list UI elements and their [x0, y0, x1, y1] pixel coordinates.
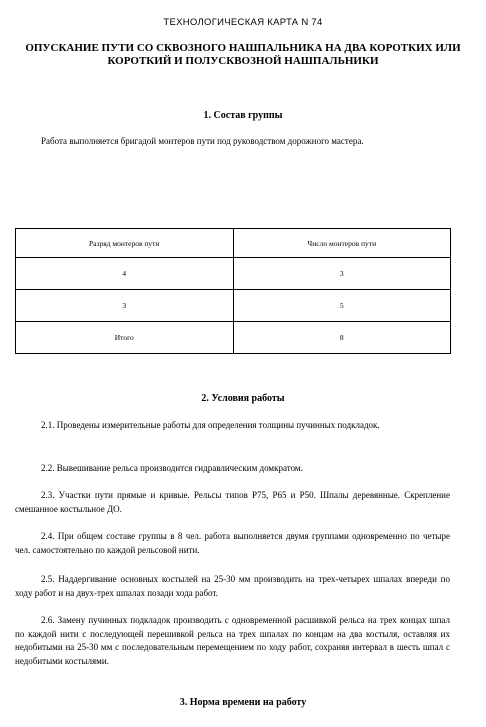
- section-heading-composition: 1. Состав группы: [203, 110, 283, 121]
- condition-paragraph: 2.4. При общем составе группы в 8 чел. работа выполняется двумя группами одновременно по четыре чел. самостоятельно по каждой рельсовой нити.: [15, 531, 450, 555]
- condition-paragraph: 2.3. Участки пути прямые и кривые. Рельсы типов Р75, Р65 и Р50. Шпалы деревянные. Скрепление смешанное костыльное ДО.: [15, 490, 450, 514]
- table-header-row: [16, 229, 451, 258]
- table-header-cell: Разряд монтеров пути: [16, 229, 234, 258]
- condition-paragraph: 2.1. Проведены измерительные работы для определения толщины пучинных подкладок.: [41, 420, 380, 430]
- table-row: [16, 322, 451, 354]
- table-cell: 4: [16, 258, 234, 290]
- table-cell: 3: [16, 290, 234, 322]
- condition-paragraph: 2.2. Вывешивание рельса производится гидравлическим домкратом.: [41, 463, 303, 473]
- document-header: ТЕХНОЛОГИЧЕСКАЯ КАРТА N 74: [163, 17, 323, 28]
- table-cell: Итого: [16, 322, 234, 354]
- table-row: [16, 290, 451, 322]
- document-title: ОПУСКАНИЕ ПУТИ СО СКВОЗНОГО НАШПАЛЬНИКА НА ДВА КОРОТКИХ ИЛИ КОРОТКИЙ И ПОЛУСКВОЗНОЙ НАШПАЛЬНИКИ: [25, 42, 461, 67]
- table-cell: 5: [233, 290, 451, 322]
- table-cell: 3: [233, 258, 451, 290]
- table-cell: 8: [233, 322, 451, 354]
- table-row: [16, 258, 451, 290]
- condition-paragraph: 2.5. Наддергивание основных костылей на 25-30 мм производить на трех-четырех шпалах впереди по ходу работ и на двух-трех шпалах позади хода работ.: [15, 574, 450, 598]
- composition-paragraph: Работа выполняется бригадой монтеров пути под руководством дорожного мастера.: [41, 136, 364, 146]
- crew-table: [15, 228, 451, 354]
- section-heading-conditions: 2. Условия работы: [201, 393, 285, 404]
- condition-paragraph: 2.6. Замену пучинных подкладок производить с одновременной расшивкой рельса на трех концах шпал по каждой нити с последующей перешивкой рельса на трех шпалах по концам на два костыля, оставляя их недобитыми на 25-30 мм с последовательным перемещением по ходу работ, сохраняя интервал в шесть шпал с недобитыми костылями.: [15, 615, 450, 666]
- table-header-cell: Число монтеров пути: [233, 229, 451, 258]
- section-heading-time-norm: 3. Норма времени на работу: [179, 697, 307, 708]
